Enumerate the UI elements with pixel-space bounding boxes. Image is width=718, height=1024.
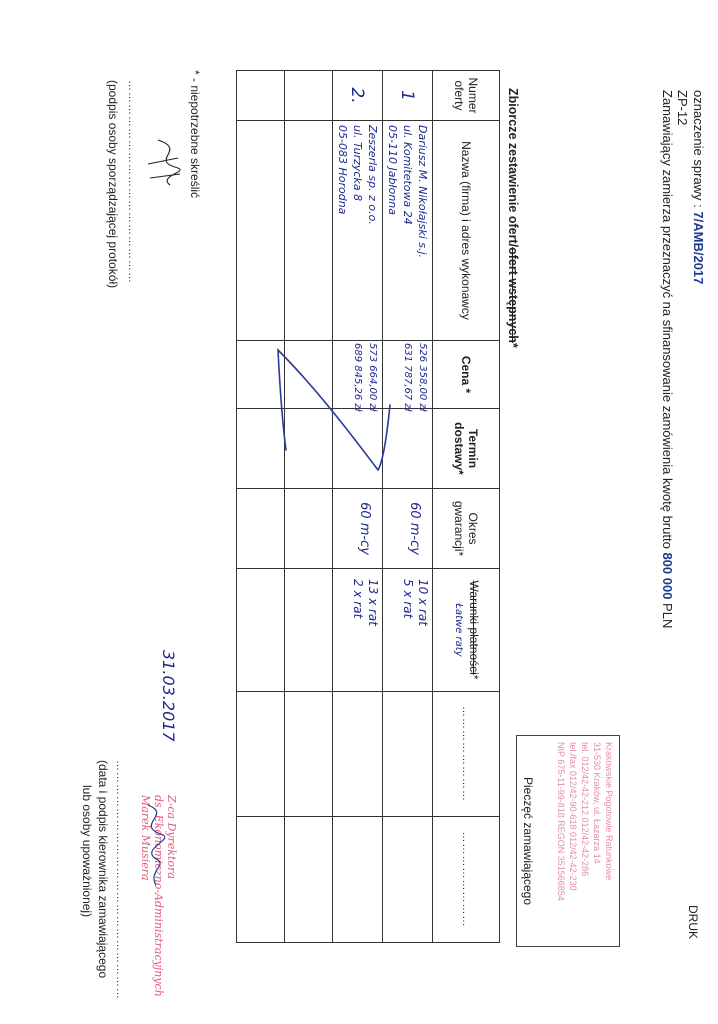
case-number: 7/AMB/2017	[691, 211, 706, 285]
empty-cell	[237, 817, 285, 943]
empty-cell	[285, 692, 333, 817]
row-extra-1	[383, 692, 433, 817]
header-number: Numer oferty	[433, 71, 500, 121]
row-warranty: 60 m-cy	[383, 489, 433, 569]
title-struck: ofert wstępnych	[506, 247, 520, 343]
budget-currency: PLN	[660, 599, 675, 629]
signature-date: 31.03.2017	[159, 650, 178, 742]
row-name	[383, 121, 433, 341]
right-signature-caption-2: lub osoby upoważnionej)	[80, 785, 94, 918]
stamp-line: Krakowskie Pogotowie Ratunkowe	[604, 742, 614, 881]
druk-label: DRUK	[686, 905, 700, 940]
row-name	[333, 121, 383, 341]
case-label: oznaczenie sprawy :	[691, 90, 706, 212]
stamp-impression	[555, 742, 615, 901]
table-row-empty	[237, 71, 285, 943]
z-strike-mark	[263, 330, 398, 480]
row-extra-2	[333, 817, 383, 943]
price-line: 689 845,26 zł	[352, 343, 363, 412]
left-signature-caption: (podpis osoby sporządzającej protokół)	[106, 80, 120, 289]
row-payment	[383, 569, 433, 692]
footnote: * - niepotrzebne skreślić	[188, 70, 202, 199]
stamp-line: 31-530 Kraków, ul. Łazarza 14	[592, 742, 602, 864]
case-line	[691, 90, 706, 284]
handwritten-signature-right	[128, 800, 178, 890]
title-asterisk: *	[506, 342, 520, 348]
header-delivery: Termin dostawy*	[433, 409, 500, 489]
empty-cell	[285, 121, 333, 341]
stamp-line: NIP 675-11-99-818 REGON 351566854	[556, 742, 566, 901]
right-signature-line: ……………………………………………………	[114, 760, 126, 1000]
empty-cell	[285, 569, 333, 692]
name-line: Dariusz M. Nikołajski s.j.	[416, 125, 429, 259]
table-row	[333, 71, 383, 943]
empty-cell	[237, 692, 285, 817]
payment-line: 13 x rat	[366, 579, 380, 626]
payment-line: 5 x rat	[401, 579, 415, 619]
empty-cell	[237, 121, 285, 341]
payment-line: 10 x rat	[416, 579, 430, 626]
handwritten-signature-left	[138, 130, 198, 200]
empty-cell	[237, 569, 285, 692]
row-number: 2.	[333, 71, 383, 121]
name-line: ul. Komitetowa 24	[401, 125, 414, 225]
table-row-empty	[285, 71, 333, 943]
empty-cell	[285, 71, 333, 121]
payment-line: 2 x rat	[351, 579, 365, 619]
budget-text: Zamawiający zamierza przeznaczyć na sfinansowanie zamówienia kwotę brutto	[660, 90, 675, 553]
row-payment	[333, 569, 383, 692]
header-price: Cena *	[433, 341, 500, 409]
row-extra-1	[333, 692, 383, 817]
row-extra-2	[383, 817, 433, 943]
budget-line	[660, 90, 675, 628]
payment-asterisk: *	[467, 674, 481, 680]
empty-cell	[285, 489, 333, 569]
name-line: 05-110 Jabłonna	[386, 125, 399, 215]
name-line: ul. Turzycka 8	[351, 125, 364, 202]
table-row	[383, 71, 433, 943]
table-header-row	[433, 71, 500, 943]
empty-cell	[237, 71, 285, 121]
offers-table	[236, 70, 500, 943]
stamp-caption: Pieczęć zamawiającego	[521, 776, 535, 906]
price-line: 631 787,67 zł	[402, 343, 413, 412]
payment-struck: Warunki płatności	[467, 580, 481, 675]
name-line: 05-083 Horodna	[336, 125, 349, 215]
title-text: Zbiorcze zestawienie ofert/	[506, 88, 520, 248]
price-line: 573 664,00 zł	[367, 343, 378, 412]
signature-stamp-line: Marek Musiera	[139, 795, 152, 881]
signature-stamp-line: ds. Ekonomiczno-Administracyjnych	[152, 795, 165, 997]
row-warranty: 60 m-cy	[333, 489, 383, 569]
price-line: 526 358,00 zł	[417, 343, 428, 412]
header-name: Nazwa (firma) i adres wykonawcy	[433, 121, 500, 341]
right-signature-caption-1: (data i podpis kierownika zamawiającego	[96, 760, 110, 979]
empty-cell	[285, 817, 333, 943]
signature-stamp-line: Z-ca Dyrektora	[165, 795, 178, 879]
stamp-box	[516, 735, 620, 947]
stamp-line: tel./fax 012/42-90-618 012/42-42-230	[568, 742, 578, 891]
stamp-line: tel. 012/42-42-212 012/42-42-286	[580, 742, 590, 877]
header-extra-1: ……………………	[433, 692, 500, 817]
summary-title	[506, 88, 520, 348]
header-warranty: Okres gwarancji*	[433, 489, 500, 569]
header-payment	[433, 569, 500, 692]
name-line: Zeszerla sp. z o.o.	[366, 125, 379, 225]
budget-amount: 800 000	[660, 552, 675, 600]
form-code: ZP-12	[675, 90, 690, 126]
header-extra-2: ……………………	[433, 817, 500, 943]
payment-note: Łatwe raty	[453, 603, 464, 657]
row-number: 1	[383, 71, 433, 121]
left-signature-line: ……………………………………………	[126, 80, 138, 284]
empty-cell	[237, 489, 285, 569]
